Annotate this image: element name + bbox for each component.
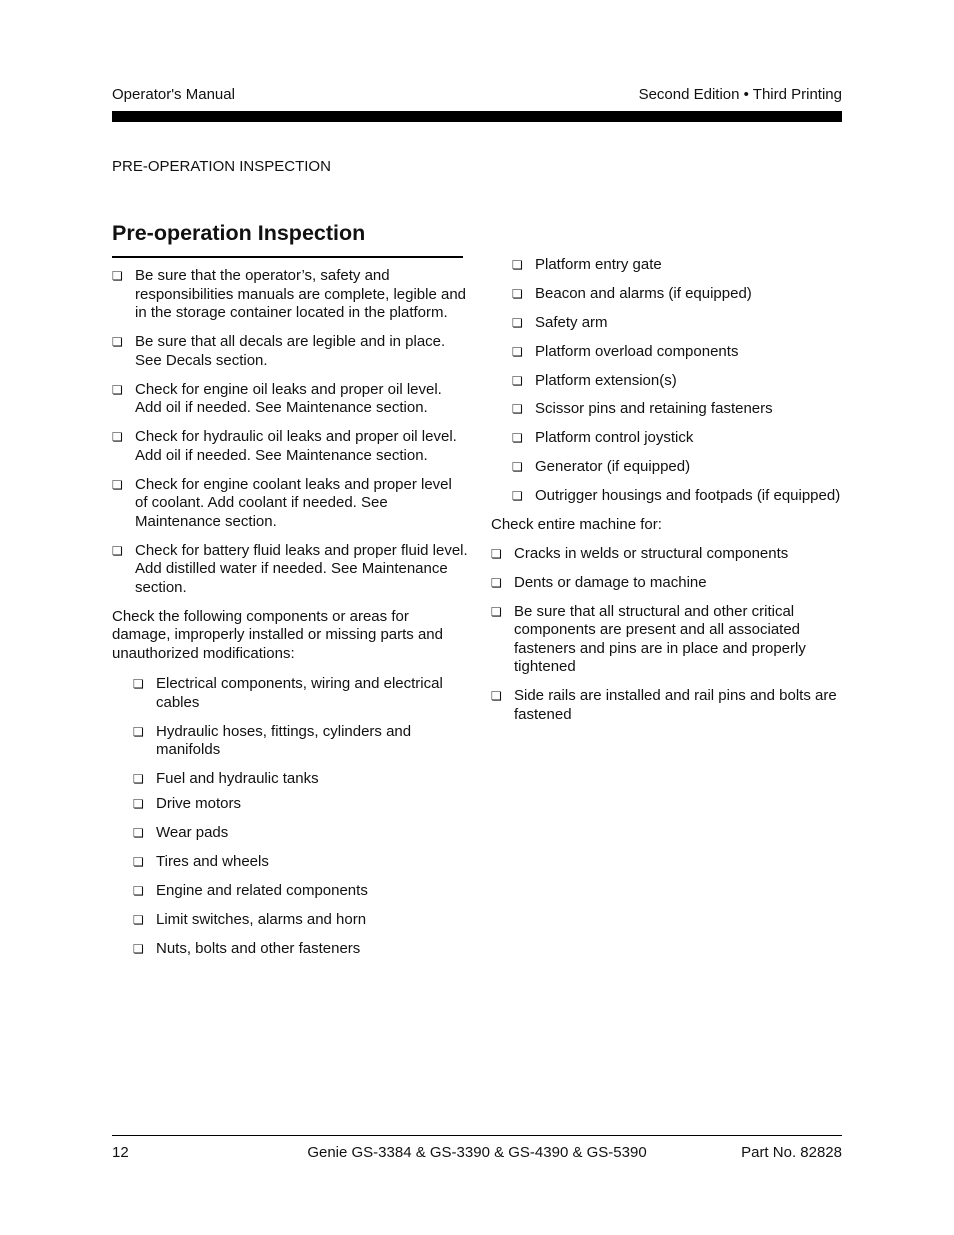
checkbox-icon: ❏ (133, 826, 144, 840)
component-item: ❏ Platform entry gate (512, 256, 662, 273)
footer-part-number: Part No. 82828 (741, 1144, 842, 1161)
machine-item: ❏ Cracks in welds or structural components (491, 544, 789, 562)
checkbox-icon: ❏ (512, 315, 523, 330)
checkbox-icon: ❏ (491, 546, 502, 561)
checkbox-icon: ❏ (133, 913, 144, 927)
check-item: ❏ Check for engine coolant leaks and proper level of coolant. Add coolant if needed. See Maintenance section. (112, 475, 452, 530)
component-item: ❏ Platform overload components (512, 342, 739, 360)
component-item: ❏ Electrical components, wiring and electrical cables (133, 675, 443, 711)
checkbox-icon: ❏ (491, 689, 502, 704)
component-item: ❏ Outrigger housings and footpads (if equipped) (512, 487, 841, 505)
header-bar (112, 111, 842, 122)
component-list (133, 675, 468, 959)
component-item: ❏ Nuts, bolts and other fasteners (133, 940, 361, 957)
page-number: 12 (112, 1144, 129, 1161)
checkbox-icon: ❏ (512, 373, 523, 388)
checkbox-icon: ❏ (112, 430, 123, 444)
footer-rule (112, 1135, 842, 1136)
checkbox-icon: ❏ (133, 677, 144, 691)
components-intro: Check the following components or areas for damage, improperly installed or missing parts and unauthorized modifications: (112, 607, 443, 662)
checkbox-icon: ❏ (512, 402, 523, 417)
page-title: Pre-operation Inspection (112, 221, 366, 245)
component-item: ❏ Beacon and alarms (if equipped) (512, 284, 752, 302)
checkbox-icon: ❏ (112, 335, 123, 349)
check-item: ❏ Be sure that the operator’s, safety and responsibilities manuals are complete, legible and in the storage container located in the platform. (112, 267, 467, 321)
component-item: ❏ Wear pads (133, 824, 229, 841)
component-item: ❏ Drive motors (133, 795, 242, 812)
checkbox-icon: ❏ (512, 460, 523, 475)
component-item: ❏ Safety arm (512, 313, 608, 331)
checkbox-icon: ❏ (512, 258, 523, 272)
component-item: ❏ Fuel and hydraulic tanks (133, 770, 319, 787)
checkbox-icon: ❏ (133, 724, 144, 739)
right-column (491, 256, 847, 734)
component-item: ❏ Hydraulic hoses, fittings, cylinders and manifolds (133, 722, 412, 758)
checkbox-icon: ❏ (133, 772, 144, 786)
component-item: ❏ Platform extension(s) (512, 371, 677, 389)
check-item: ❏ Check for battery fluid leaks and proper fluid level. Add distilled water if needed. See Maintenance section. (112, 541, 468, 596)
component-item: ❏ Limit switches, alarms and horn (133, 911, 367, 928)
section-label: PRE-OPERATION INSPECTION (112, 158, 331, 175)
checkbox-icon: ❏ (112, 382, 123, 397)
component-item: ❏ Tires and wheels (133, 853, 269, 870)
machine-item: ❏ Side rails are installed and rail pins and bolts are fastened (491, 687, 837, 723)
checkbox-icon: ❏ (133, 797, 144, 811)
checkbox-icon: ❏ (512, 431, 523, 446)
checkbox-icon: ❏ (112, 477, 123, 492)
checkbox-icon: ❏ (133, 884, 144, 898)
checkbox-icon: ❏ (512, 286, 523, 301)
checkbox-icon: ❏ (512, 344, 523, 359)
checkbox-icon: ❏ (133, 942, 144, 956)
checkbox-icon: ❏ (512, 489, 523, 504)
component-list-continued (512, 256, 847, 506)
header-manual-title: Operator's Manual (112, 86, 235, 103)
machine-intro: Check entire machine for: (491, 516, 662, 534)
machine-item: ❏ Be sure that all structural and other critical components are present and all associated fasteners and pins are in place and properly tightened (491, 602, 806, 676)
checkbox-icon: ❏ (112, 269, 123, 283)
component-item: ❏ Generator (if equipped) (512, 458, 691, 476)
component-item: ❏ Engine and related components (133, 882, 368, 899)
checkbox-icon: ❏ (491, 575, 502, 590)
machine-item: ❏ Dents or damage to machine (491, 573, 707, 591)
component-item: ❏ Platform control joystick (512, 429, 694, 447)
checkbox-icon: ❏ (133, 855, 144, 869)
checkbox-icon: ❏ (491, 604, 502, 619)
footer-models: Genie GS-3384 & GS-3390 & GS-4390 & GS-5390 (307, 1144, 647, 1161)
checkbox-icon: ❏ (112, 543, 123, 558)
left-column (112, 267, 468, 969)
component-item: ❏ Scissor pins and retaining fasteners (512, 400, 773, 418)
check-item: ❏ Check for engine oil leaks and proper oil level. Add oil if needed. See Maintenance section. (112, 380, 442, 416)
header-edition: Second Edition • Third Printing (638, 86, 842, 103)
check-item: ❏ Check for hydraulic oil leaks and proper oil level. Add oil if needed. See Maintenance section. (112, 428, 457, 464)
check-item: ❏ Be sure that all decals are legible and in place. See Decals section. (112, 333, 446, 369)
title-rule (112, 256, 463, 258)
